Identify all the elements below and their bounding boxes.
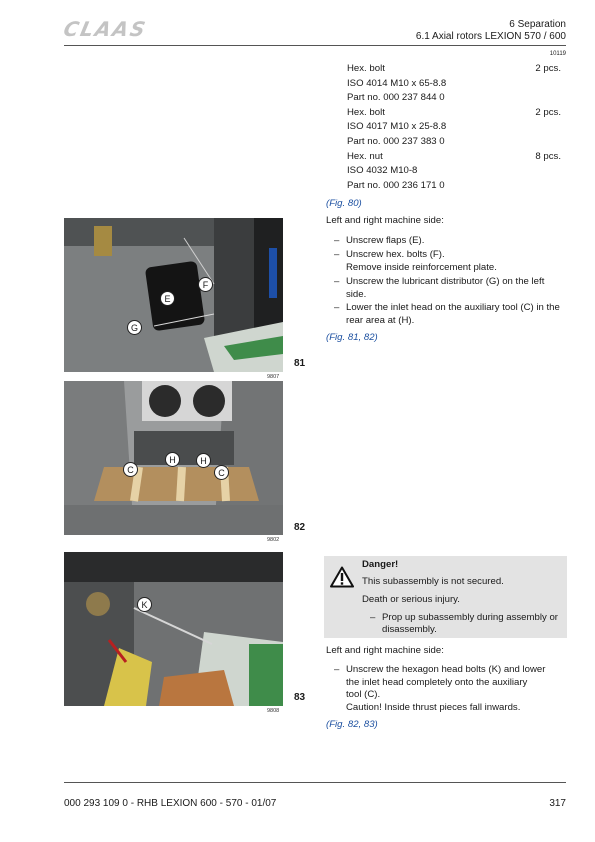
section-title: 6 Separation xyxy=(509,19,566,30)
callout-k: K xyxy=(137,597,152,612)
parts-row xyxy=(347,179,567,194)
instruction-intro: Left and right machine side: xyxy=(326,215,444,226)
parts-row xyxy=(347,91,567,106)
figure-81-photo xyxy=(64,218,283,372)
danger-line: Death or serious injury. xyxy=(362,594,460,605)
callout-h: H xyxy=(196,453,211,468)
instruction-step: – Unscrew flaps (E). xyxy=(334,235,425,246)
part-name: Hex. bolt xyxy=(347,63,385,74)
callout-e: E xyxy=(160,291,175,306)
figure-83-photo xyxy=(64,552,283,706)
claas-logo: CLAAS xyxy=(61,17,150,41)
callout-c: C xyxy=(214,465,229,480)
instruction-step: – Unscrew the hexagon head bolts (K) and lower xyxy=(334,664,546,675)
parts-row xyxy=(347,150,567,165)
danger-title: Danger! xyxy=(362,559,399,570)
part-name: Hex. bolt xyxy=(347,106,385,118)
part-number: Part no. 000 236 171 0 xyxy=(347,179,445,191)
part-spec: ISO 4032 M10-8 xyxy=(347,165,418,177)
instruction-step: – Lower the inlet head on the auxiliary tool (C) in the xyxy=(334,302,560,313)
figure-82-photo xyxy=(64,381,283,535)
part-qty: 8 pcs. xyxy=(535,150,561,162)
machine-photo xyxy=(64,552,283,706)
page-number: 317 xyxy=(549,798,566,809)
callout-h: H xyxy=(165,452,180,467)
part-qty: 2 pcs. xyxy=(535,63,561,74)
part-spec: ISO 4017 M10 x 25-8.8 xyxy=(347,121,447,133)
callout-c: C xyxy=(123,462,138,477)
parts-row xyxy=(347,120,567,135)
instruction-step-cont: the inlet head completely onto the auxiliary xyxy=(346,677,528,688)
callout-g: G xyxy=(127,320,142,335)
instruction-step: – Unscrew the lubricant distributor (G) on the left xyxy=(334,276,545,287)
header-divider xyxy=(64,45,566,46)
parts-row xyxy=(347,62,567,77)
footer-divider xyxy=(64,782,566,783)
part-number: Part no. 000 237 383 0 xyxy=(347,135,445,147)
subsection-title: 6.1 Axial rotors LEXION 570 / 600 xyxy=(415,31,566,42)
danger-line: This subassembly is not secured. xyxy=(362,576,504,587)
danger-bullet-cont: disassembly. xyxy=(382,624,437,635)
figure-code: 9802 xyxy=(267,537,280,543)
figure-reference: (Fig. 80) xyxy=(326,198,362,209)
page-code: 10119 xyxy=(549,51,566,57)
instruction-step-cont: side. xyxy=(346,289,367,300)
instruction-step-cont: rear area at (H). xyxy=(346,315,415,326)
danger-bullet: – Prop up subassembly during assembly or xyxy=(370,612,558,623)
figure-code: 9808 xyxy=(267,708,280,714)
part-number: Part no. 000 237 844 0 xyxy=(347,92,445,104)
parts-row xyxy=(347,135,567,150)
parts-list xyxy=(347,62,567,193)
figure-number: 81 xyxy=(294,358,306,369)
figure-reference: (Fig. 82, 83) xyxy=(326,719,378,730)
document-number: 000 293 109 0 - RHB LEXION 600 - 570 - 01/07 xyxy=(64,798,277,809)
instruction-step-cont: tool (C). xyxy=(346,689,381,700)
instruction-intro: Left and right machine side: xyxy=(326,645,444,656)
parts-row xyxy=(347,77,567,92)
part-name: Hex. nut xyxy=(347,150,383,162)
warning-triangle-icon xyxy=(330,566,354,588)
figure-number: 83 xyxy=(294,692,306,703)
instruction-step: – Unscrew hex. bolts (F). xyxy=(334,249,445,260)
figure-number: 82 xyxy=(294,522,306,533)
parts-row xyxy=(347,164,567,179)
danger-box xyxy=(324,556,567,638)
figure-code: 9807 xyxy=(267,374,280,380)
instruction-note: Remove inside reinforcement plate. xyxy=(346,262,497,273)
parts-row xyxy=(347,106,567,121)
figure-reference: (Fig. 81, 82) xyxy=(326,332,378,343)
caution-note: Caution! Inside thrust pieces fall inwards. xyxy=(346,702,521,713)
part-spec: ISO 4014 M10 x 65-8.8 xyxy=(347,77,447,89)
callout-f: F xyxy=(198,277,213,292)
part-qty: 2 pcs. xyxy=(535,106,561,118)
